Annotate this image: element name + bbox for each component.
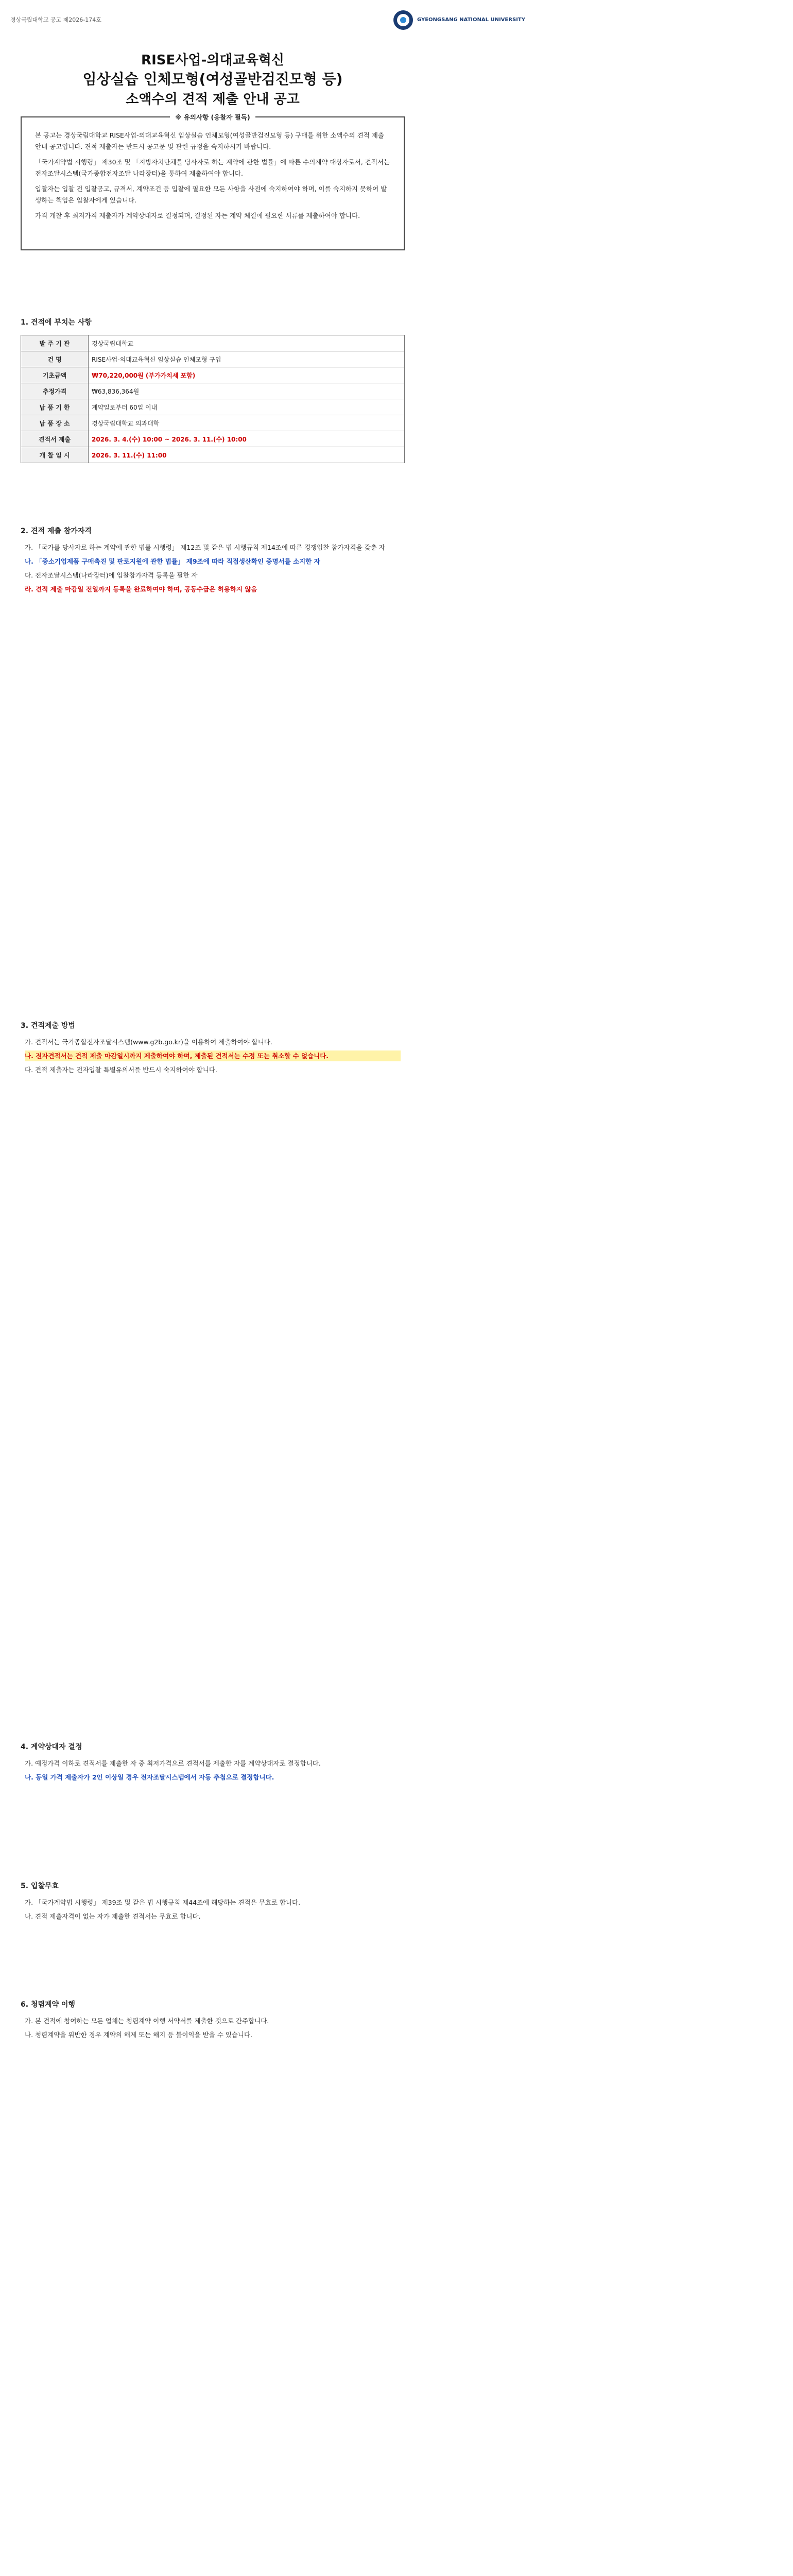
list-item: 나. 청렴계약을 위반한 경우 계약의 해제 또는 해지 등 불이익을 받을 수 있습니다. [25, 2031, 253, 2039]
table-row: 건 명 RISE사업-의대교육혁신 임상실습 인체모형 구입 [21, 351, 405, 367]
list-item: 라. 견적 제출 마감일 전일까지 등록을 완료하여야 하며, 공동수급은 허용하지 않음 [25, 585, 257, 593]
notice-paragraph-1: 본 공고는 경상국립대학교 RISE사업-의대교육혁신 임상실습 인체모형(여성골반검진모형 등) 구매를 위한 소액수의 견적 제출 안내 공고입니다. 견적 제출자는 반드시 공고문 및 관련 규정을 숙지하시기 바랍니다. [35, 131, 384, 150]
section-4-body [25, 1758, 401, 1786]
section-2-heading: 2. 견적 제출 참가자격 [21, 527, 92, 535]
table-row: 납 품 장 소 경상국립대학교 의과대학 [21, 415, 405, 431]
list-item: 가. 본 견적에 참여하는 모든 업체는 청렴계약 이행 서약서를 제출한 것으로 간주합니다. [25, 2017, 269, 2025]
notice-paragraph-3: 입찰자는 입찰 전 입찰공고, 규격서, 계약조건 등 입찰에 필요한 모든 사항을 사전에 숙지하여야 하며, 이를 숙지하지 못하여 발생하는 책임은 입찰자에게 있습니다. [35, 185, 387, 204]
list-item: 나. 「중소기업제품 구매촉진 및 판로지원에 관한 법률」 제9조에 따라 직접생산확인 증명서를 소지한 자 [25, 557, 320, 565]
table-row: 개 찰 일 시 2026. 3. 11.(수) 11:00 [21, 447, 405, 463]
section-1-heading: 1. 견적에 부치는 사항 [21, 318, 92, 327]
section-5-heading: 5. 입찰무효 [21, 1882, 59, 1890]
table-row: 기초금액 ₩70,220,000원 (부가가치세 포함) [21, 367, 405, 383]
table-row: 추정가격 ₩63,836,364원 [21, 383, 405, 399]
list-item: 나. 견적 제출자격이 없는 자가 제출한 견적서는 무효로 합니다. [25, 1912, 201, 1920]
list-item: 가. 예정가격 이하로 견적서를 제출한 자 중 최저가격으로 견적서를 제출한 자를 계약상대자로 결정합니다. [25, 1759, 321, 1767]
section-3-body [25, 1037, 401, 1078]
list-item: 가. 「국가를 당사자로 하는 계약에 관한 법률 시행령」 제12조 및 같은 법 시행규칙 제14조에 따른 경쟁입찰 참가자격을 갖춘 자 [25, 544, 385, 551]
announcement-number: 경상국립대학교 공고 제2026-174호 [10, 16, 101, 23]
logo-text: GYEONGSANG NATIONAL UNIVERSITY [417, 17, 525, 23]
notice-box [21, 113, 405, 250]
table-row: 납 품 기 한 계약일로부터 60일 이내 [21, 399, 405, 415]
list-item: 나. 전자견적서는 견적 제출 마감일시까지 제출하여야 하며, 제출된 견적서는 수정 또는 취소할 수 없습니다. [25, 1050, 401, 1061]
section-2-body [25, 542, 401, 598]
list-item: 가. 견적서는 국가종합전자조달시스템(www.g2b.go.kr)을 이용하여 제출하여야 합니다. [25, 1038, 272, 1046]
list-item: 가. 「국가계약법 시행령」 제39조 및 같은 법 시행규칙 제44조에 해당하는 견적은 무효로 합니다. [25, 1899, 301, 1906]
title-line-3: 소액수의 견적 제출 안내 공고 [126, 92, 300, 107]
title-line-2: 임상실습 인체모형(여성골반검진모형 등) [82, 71, 343, 88]
table-row: 발 주 기 관 경상국립대학교 [21, 335, 405, 351]
university-logo [392, 9, 525, 31]
notice-heading: ※ 유의사항 (응찰자 필독) [170, 113, 255, 121]
section-6-body [25, 2015, 401, 2043]
notice-paragraph-4: 가격 개찰 후 최저가격 제출자가 계약상대자로 결정되며, 결정된 자는 계약 체결에 필요한 서류를 제출하여야 합니다. [35, 212, 360, 219]
notice-paragraph-2: 「국가계약법 시행령」 제30조 및 「지방자치단체를 당사자로 하는 계약에 관한 법률」에 따른 수의계약 대상자로서, 견적서는 전자조달시스템(국가종합전자조달 나라장터)을 통하여 제출하여야 합니다. [35, 158, 390, 177]
university-emblem-icon [392, 9, 414, 31]
list-item: 나. 동일 가격 제출자가 2인 이상일 경우 전자조달시스템에서 자동 추첨으로 결정합니다. [25, 1773, 274, 1781]
section-3-heading: 3. 견적제출 방법 [21, 1022, 75, 1030]
table-row: 견적서 제출 2026. 3. 4.(수) 10:00 ~ 2026. 3. 11.(수) 10:00 [21, 431, 405, 447]
section-6-heading: 6. 청렴계약 이행 [21, 2001, 75, 2009]
list-item: 다. 전자조달시스템(나라장터)에 입찰참가자격 등록을 필한 자 [25, 571, 198, 579]
list-item: 다. 견적 제출자는 전자입찰 특별유의서를 반드시 숙지하여야 합니다. [25, 1066, 217, 1074]
section-4-heading: 4. 계약상대자 결정 [21, 1743, 82, 1751]
bid-info-table [21, 335, 405, 463]
section-5-body [25, 1897, 401, 1925]
title-line-1: RISE사업-의대교육혁신 [141, 53, 284, 68]
